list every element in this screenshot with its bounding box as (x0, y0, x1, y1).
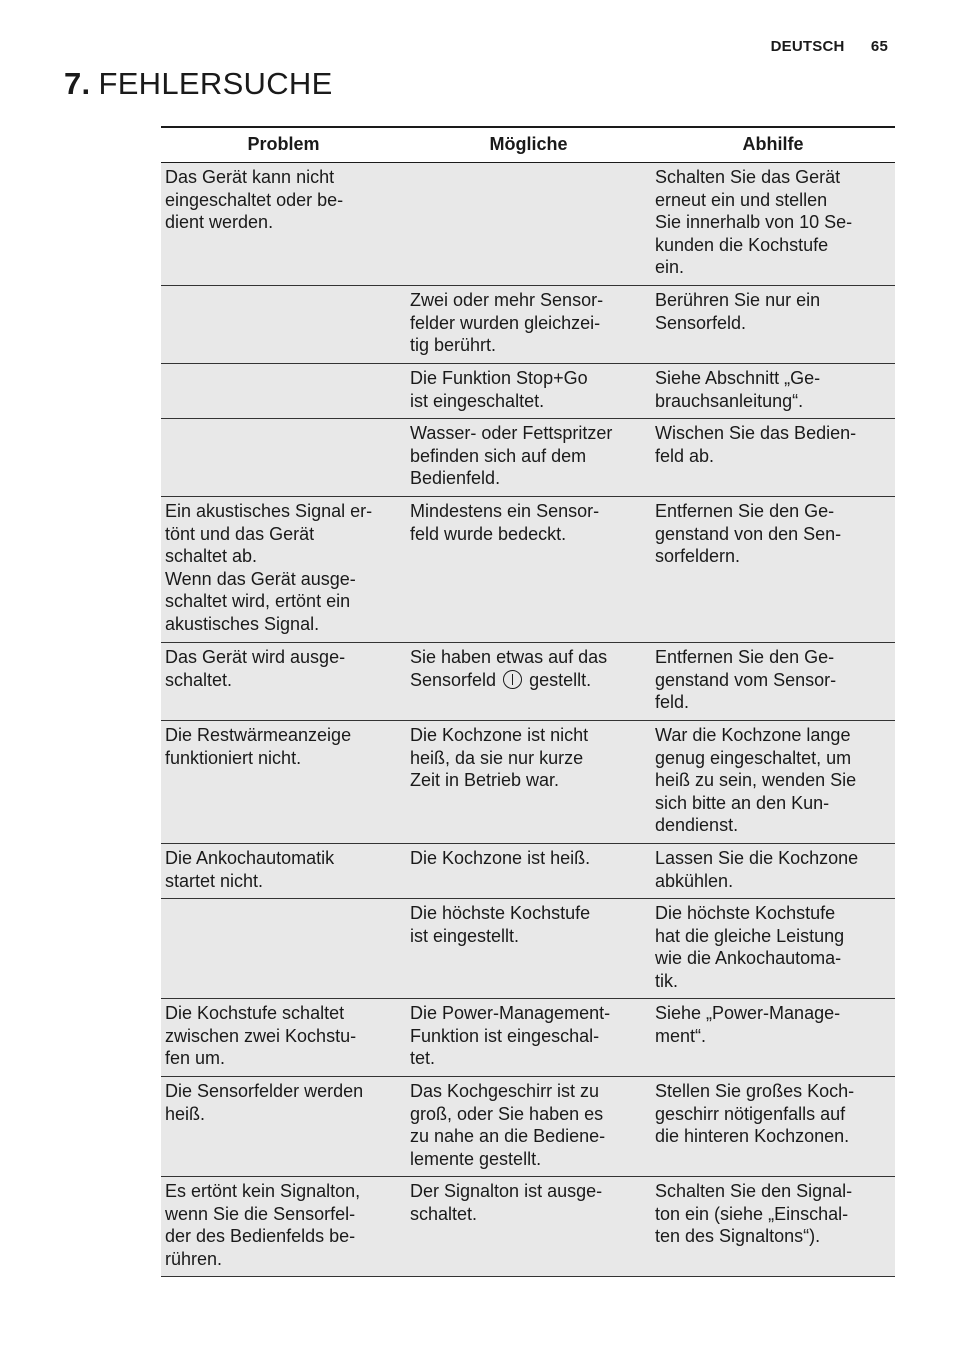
problem-cell: Die Ankochautomatik startet nicht. (161, 844, 406, 899)
table-row (161, 721, 895, 844)
problem-cell: Das Gerät kann nicht eingeschaltet oder be- dient werden. (161, 163, 406, 286)
problem-cell (161, 419, 406, 497)
remedy-cell: Lassen Sie die Kochzone abkühlen. (651, 844, 895, 899)
remedy-cell: Berühren Sie nur ein Sensorfeld. (651, 286, 895, 364)
cause-cell: Die Funktion Stop+Go ist eingeschaltet. (406, 364, 651, 419)
table-row (161, 999, 895, 1077)
problem-cell: Die Kochstufe schaltet zwischen zwei Kochstu- fen um. (161, 999, 406, 1077)
problem-cell (161, 899, 406, 999)
remedy-cell: Stellen Sie großes Koch- geschirr nötigenfalls auf die hinteren Kochzonen. (651, 1077, 895, 1177)
remedy-cell: War die Kochzone lange genug eingeschaltet, um heiß zu sein, wenden Sie sich bitte an den Kun- dendienst. (651, 721, 895, 844)
language-label: DEUTSCH (770, 38, 845, 55)
cause-cell: Die höchste Kochstufe ist eingestellt. (406, 899, 651, 999)
table-row (161, 1177, 895, 1277)
column-header-cause: Mögliche (406, 127, 651, 163)
table-row (161, 643, 895, 721)
troubleshooting-table (161, 126, 895, 1277)
cause-cell (406, 163, 651, 286)
remedy-cell: Schalten Sie den Signal- ton ein (siehe „Einschal- ten des Signaltons“). (651, 1177, 895, 1277)
column-header-problem: Problem (161, 127, 406, 163)
cause-cell: Die Power-Management- Funktion ist eingeschal- tet. (406, 999, 651, 1077)
cause-cell: Der Signalton ist ausge- schaltet. (406, 1177, 651, 1277)
cause-cell: Das Kochgeschirr ist zu groß, oder Sie haben es zu nahe an die Bediene- lemente gestellt. (406, 1077, 651, 1177)
problem-cell: Das Gerät wird ausge- schaltet. (161, 643, 406, 721)
table-row (161, 1077, 895, 1177)
problem-cell: Die Sensorfelder werden heiß. (161, 1077, 406, 1177)
page-header (771, 38, 888, 55)
cause-cell: Zwei oder mehr Sensor- felder wurden gleichzei- tig berührt. (406, 286, 651, 364)
problem-cell: Ein akustisches Signal er- tönt und das Gerät schaltet ab. Wenn das Gerät ausge- schaltet wird, ertönt ein akustisches Signal. (161, 497, 406, 643)
header-row (161, 127, 895, 163)
table-header (161, 127, 895, 163)
section-title-text: FEHLERSUCHE (98, 66, 333, 101)
table-row (161, 163, 895, 286)
table-row (161, 419, 895, 497)
remedy-cell: Schalten Sie das Gerät erneut ein und stellen Sie innerhalb von 10 Se- kunden die Kochstufe ein. (651, 163, 895, 286)
table-row (161, 844, 895, 899)
cause-text-after-icon: gestellt. (524, 669, 592, 690)
remedy-cell: Siehe „Power-Manage- ment“. (651, 999, 895, 1077)
problem-cell: Es ertönt kein Signalton, wenn Sie die Sensorfel- der des Bedienfelds be- rühren. (161, 1177, 406, 1277)
remedy-cell: Siehe Abschnitt „Ge- brauchsanleitung“. (651, 364, 895, 419)
page-number: 65 (870, 38, 888, 55)
problem-cell (161, 286, 406, 364)
cause-cell: Die Kochzone ist nicht heiß, da sie nur kurze Zeit in Betrieb war. (406, 721, 651, 844)
cause-cell: Wasser- oder Fettspritzer befinden sich auf dem Bedienfeld. (406, 419, 651, 497)
power-icon (503, 670, 522, 689)
table-row (161, 286, 895, 364)
remedy-cell: Entfernen Sie den Ge- genstand von den Sen- sorfeldern. (651, 497, 895, 643)
cause-cell (406, 643, 651, 721)
problem-cell (161, 364, 406, 419)
cause-cell: Mindestens ein Sensor- feld wurde bedeckt. (406, 497, 651, 643)
problem-cell: Die Restwärmeanzeige funktioniert nicht. (161, 721, 406, 844)
table-row (161, 497, 895, 643)
section-title (64, 66, 333, 102)
column-header-remedy: Abhilfe (651, 127, 895, 163)
remedy-cell: Entfernen Sie den Ge- genstand vom Sensor- feld. (651, 643, 895, 721)
section-number: 7. (64, 66, 91, 101)
cause-cell: Die Kochzone ist heiß. (406, 844, 651, 899)
remedy-cell: Wischen Sie das Bedien- feld ab. (651, 419, 895, 497)
cause-text-before-icon: Sie haben etwas auf das Sensorfeld (410, 647, 608, 690)
table-row (161, 364, 895, 419)
table-body (161, 163, 895, 1277)
table-row (161, 899, 895, 999)
remedy-cell: Die höchste Kochstufe hat die gleiche Leistung wie die Ankochautoma- tik. (651, 899, 895, 999)
